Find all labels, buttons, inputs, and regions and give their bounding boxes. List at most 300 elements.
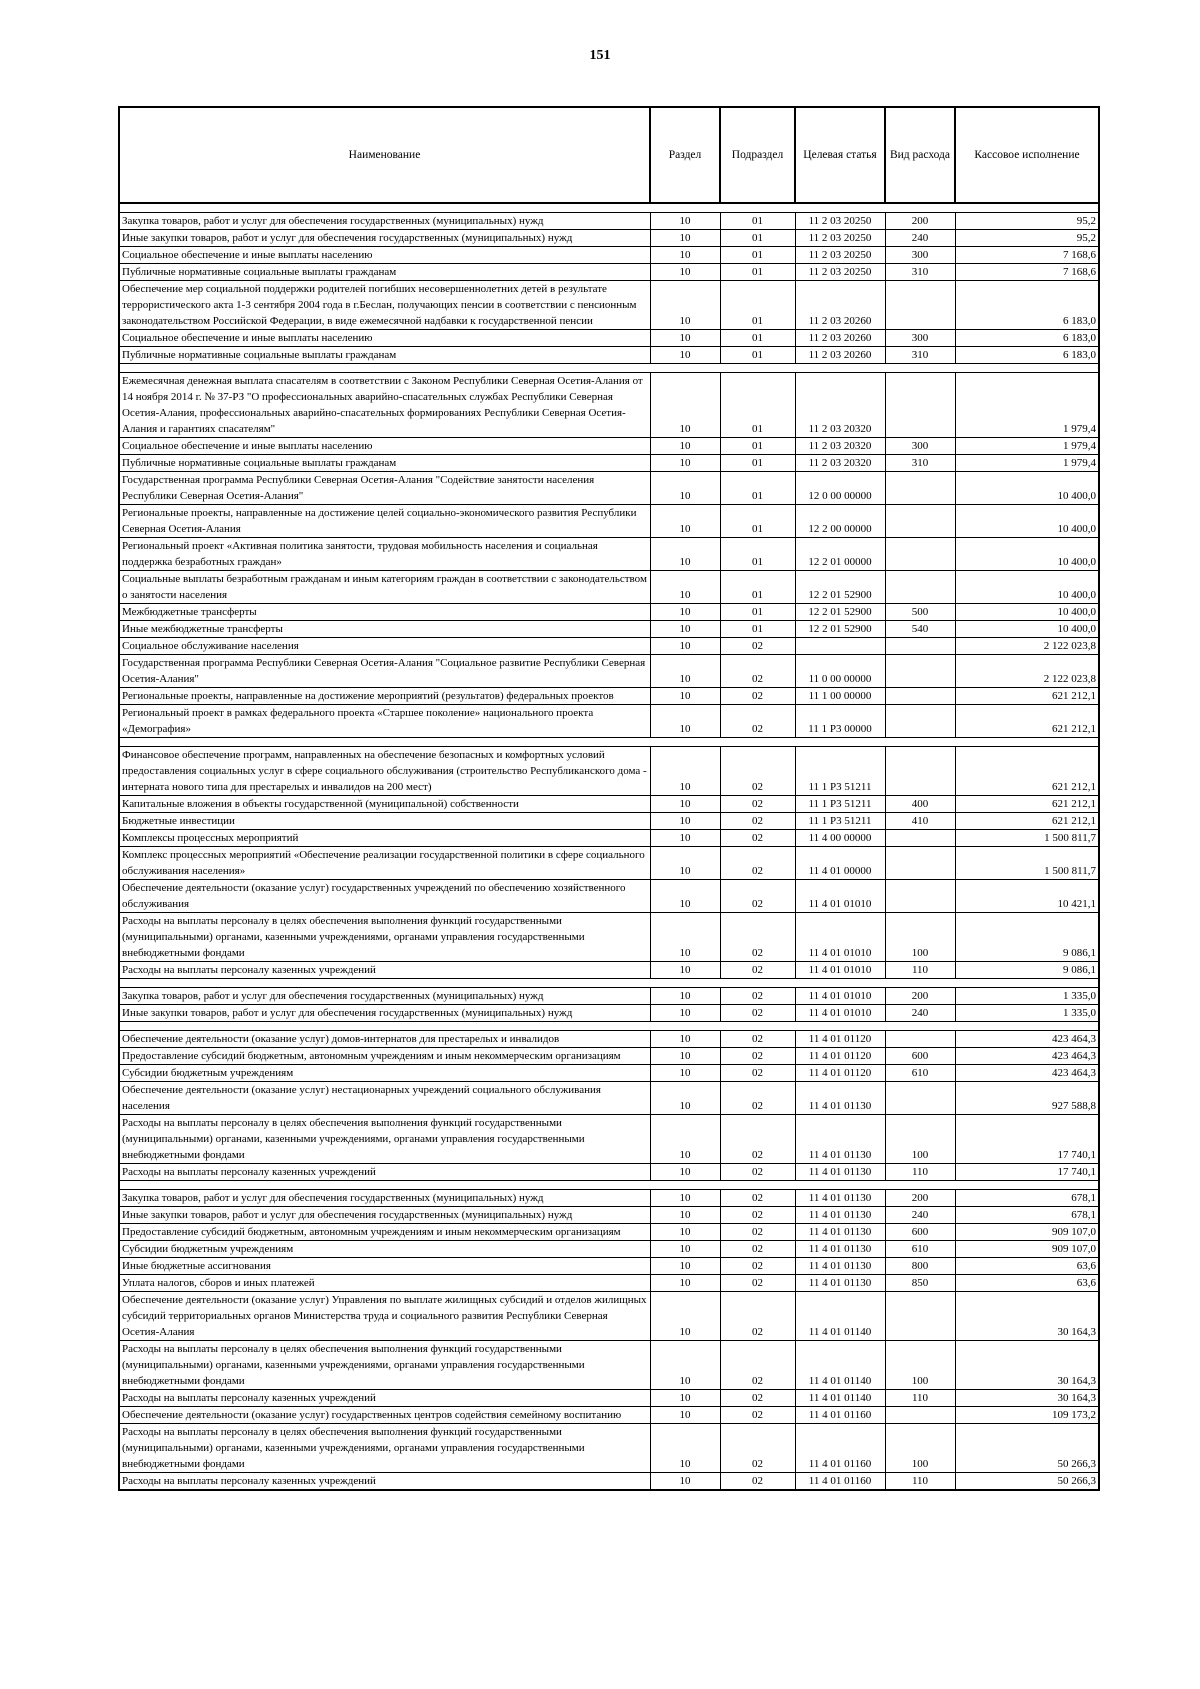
cell-vid <box>885 1407 955 1424</box>
cell-sum: 621 212,1 <box>955 705 1099 738</box>
cell-razdel: 10 <box>650 472 720 505</box>
cell-podrazdel: 01 <box>720 247 795 264</box>
cell-name: Обеспечение деятельности (оказание услуг) домов-интернатов для престарелых и инвалидов <box>119 1031 650 1048</box>
cell-name: Региональные проекты, направленные на достижение целей социально-экономического развития Республики Северная Осетия-Алания <box>119 505 650 538</box>
cell-podrazdel: 02 <box>720 1292 795 1341</box>
cell-celevaya: 11 2 03 20250 <box>795 264 885 281</box>
cell-podrazdel: 02 <box>720 1031 795 1048</box>
table-row <box>119 505 1099 538</box>
table-row <box>119 1241 1099 1258</box>
cell-vid: 200 <box>885 213 955 230</box>
table-row <box>119 1424 1099 1473</box>
cell-vid: 540 <box>885 621 955 638</box>
table-row <box>119 1224 1099 1241</box>
cell-razdel: 10 <box>650 213 720 230</box>
cell-vid: 610 <box>885 1241 955 1258</box>
cell-podrazdel: 02 <box>720 1048 795 1065</box>
table-row <box>119 1390 1099 1407</box>
cell-podrazdel: 01 <box>720 621 795 638</box>
cell-name: Расходы на выплаты персоналу в целях обеспечения выполнения функций государственными (муниципальными) органами, казенными учреждениями, органами управления государственными внебюджетными фондами <box>119 1424 650 1473</box>
spacer-row <box>119 364 1099 373</box>
cell-celevaya: 11 4 01 01130 <box>795 1224 885 1241</box>
cell-podrazdel: 02 <box>720 1190 795 1207</box>
cell-name: Обеспечение мер социальной поддержки родителей погибших несовершеннолетних детей в результате террористического акта 1-3 сентября 2004 года в г.Беслан, получающих пенсии в соответствии с пенсионным законодательством Российской Федерации, в виде ежемесячной надбавки к государственной пенсии <box>119 281 650 330</box>
cell-vid: 400 <box>885 796 955 813</box>
spacer-row <box>119 738 1099 747</box>
table-row <box>119 438 1099 455</box>
cell-podrazdel: 02 <box>720 880 795 913</box>
cell-razdel: 10 <box>650 1241 720 1258</box>
cell-vid <box>885 1082 955 1115</box>
cell-vid <box>885 847 955 880</box>
cell-podrazdel: 01 <box>720 281 795 330</box>
table-header-row <box>119 107 1099 203</box>
header-razdel: Раздел <box>650 107 720 203</box>
cell-razdel: 10 <box>650 1207 720 1224</box>
cell-razdel: 10 <box>650 455 720 472</box>
page-number: 151 <box>589 48 611 63</box>
cell-name: Субсидии бюджетным учреждениям <box>119 1065 650 1082</box>
spacer-cell <box>119 738 1099 747</box>
cell-razdel: 10 <box>650 638 720 655</box>
cell-celevaya: 11 4 01 01010 <box>795 1005 885 1022</box>
cell-celevaya: 11 4 01 01010 <box>795 913 885 962</box>
cell-sum: 30 164,3 <box>955 1341 1099 1390</box>
spacer-row <box>119 979 1099 988</box>
cell-celevaya: 11 4 01 01130 <box>795 1207 885 1224</box>
cell-celevaya: 11 2 03 20320 <box>795 455 885 472</box>
cell-sum: 621 212,1 <box>955 688 1099 705</box>
cell-razdel: 10 <box>650 264 720 281</box>
cell-razdel: 10 <box>650 847 720 880</box>
table-row <box>119 264 1099 281</box>
cell-celevaya: 11 4 01 00000 <box>795 847 885 880</box>
table-row <box>119 373 1099 438</box>
cell-vid: 310 <box>885 264 955 281</box>
cell-sum: 9 086,1 <box>955 962 1099 979</box>
table-row <box>119 455 1099 472</box>
cell-podrazdel: 02 <box>720 705 795 738</box>
cell-celevaya: 11 1 P3 00000 <box>795 705 885 738</box>
cell-sum: 6 183,0 <box>955 347 1099 364</box>
cell-sum: 10 400,0 <box>955 621 1099 638</box>
cell-name: Региональные проекты, направленные на достижение мероприятий (результатов) федеральных проектов <box>119 688 650 705</box>
table-row <box>119 830 1099 847</box>
cell-vid: 600 <box>885 1224 955 1241</box>
cell-celevaya: 11 4 01 01010 <box>795 962 885 979</box>
cell-name: Финансовое обеспечение программ, направленных на обеспечение безопасных и комфортных условий предоставления социальных услуг в сфере социального обслуживания (строительство Республиканского дома - интерната нового типа для престарелых и инвалидов на 200 мест) <box>119 747 650 796</box>
cell-razdel: 10 <box>650 281 720 330</box>
cell-vid <box>885 747 955 796</box>
cell-sum: 621 212,1 <box>955 813 1099 830</box>
cell-name: Иные закупки товаров, работ и услуг для обеспечения государственных (муниципальных) нужд <box>119 230 650 247</box>
cell-razdel: 10 <box>650 880 720 913</box>
cell-name: Обеспечение деятельности (оказание услуг) государственных центров содействия семейному воспитанию <box>119 1407 650 1424</box>
cell-celevaya: 12 2 01 52900 <box>795 621 885 638</box>
cell-razdel: 10 <box>650 604 720 621</box>
cell-name: Обеспечение деятельности (оказание услуг) нестационарных учреждений социального обслуживания населения <box>119 1082 650 1115</box>
cell-name: Закупка товаров, работ и услуг для обеспечения государственных (муниципальных) нужд <box>119 213 650 230</box>
cell-podrazdel: 01 <box>720 330 795 347</box>
cell-sum: 678,1 <box>955 1207 1099 1224</box>
cell-sum: 423 464,3 <box>955 1065 1099 1082</box>
cell-vid: 110 <box>885 1164 955 1181</box>
cell-celevaya: 11 2 03 20320 <box>795 438 885 455</box>
cell-celevaya: 11 2 03 20250 <box>795 213 885 230</box>
cell-podrazdel: 02 <box>720 655 795 688</box>
cell-razdel: 10 <box>650 655 720 688</box>
cell-razdel: 10 <box>650 688 720 705</box>
cell-razdel: 10 <box>650 1424 720 1473</box>
cell-vid: 300 <box>885 247 955 264</box>
cell-podrazdel: 01 <box>720 230 795 247</box>
cell-vid: 300 <box>885 330 955 347</box>
cell-sum: 50 266,3 <box>955 1473 1099 1491</box>
cell-name: Социальное обеспечение и иные выплаты населению <box>119 247 650 264</box>
cell-name: Расходы на выплаты персоналу в целях обеспечения выполнения функций государственными (муниципальными) органами, казенными учреждениями, органами управления государственными внебюджетными фондами <box>119 1341 650 1390</box>
table-row <box>119 571 1099 604</box>
cell-celevaya: 11 4 01 01140 <box>795 1341 885 1390</box>
header-celevaya: Целевая статья <box>795 107 885 203</box>
cell-vid: 110 <box>885 1473 955 1491</box>
cell-celevaya: 11 2 03 20260 <box>795 347 885 364</box>
cell-celevaya: 11 4 01 01160 <box>795 1407 885 1424</box>
table-row <box>119 880 1099 913</box>
cell-vid: 800 <box>885 1258 955 1275</box>
cell-sum: 95,2 <box>955 230 1099 247</box>
header-ispolnenie: Кассовое исполнение <box>955 107 1099 203</box>
cell-razdel: 10 <box>650 505 720 538</box>
cell-podrazdel: 01 <box>720 472 795 505</box>
cell-podrazdel: 02 <box>720 688 795 705</box>
cell-vid: 100 <box>885 1115 955 1164</box>
cell-name: Государственная программа Республики Северная Осетия-Алания "Содействие занятости населения Республики Северная Осетия-Алания" <box>119 472 650 505</box>
table-row <box>119 962 1099 979</box>
cell-sum: 909 107,0 <box>955 1241 1099 1258</box>
cell-celevaya: 12 2 00 00000 <box>795 505 885 538</box>
cell-name: Капитальные вложения в объекты государственной (муниципальной) собственности <box>119 796 650 813</box>
cell-name: Иные закупки товаров, работ и услуг для обеспечения государственных (муниципальных) нужд <box>119 1005 650 1022</box>
cell-celevaya: 11 4 01 01160 <box>795 1473 885 1491</box>
cell-podrazdel: 02 <box>720 1473 795 1491</box>
cell-celevaya: 12 2 01 52900 <box>795 604 885 621</box>
cell-name: Публичные нормативные социальные выплаты гражданам <box>119 264 650 281</box>
cell-sum: 1 979,4 <box>955 438 1099 455</box>
cell-razdel: 10 <box>650 1224 720 1241</box>
cell-sum: 10 400,0 <box>955 538 1099 571</box>
table-row <box>119 1005 1099 1022</box>
cell-celevaya: 11 4 01 01130 <box>795 1258 885 1275</box>
cell-celevaya: 12 2 01 52900 <box>795 571 885 604</box>
cell-name: Расходы на выплаты персоналу казенных учреждений <box>119 1164 650 1181</box>
cell-celevaya: 11 4 01 01130 <box>795 1275 885 1292</box>
cell-sum: 30 164,3 <box>955 1390 1099 1407</box>
cell-razdel: 10 <box>650 747 720 796</box>
cell-vid <box>885 1031 955 1048</box>
cell-celevaya: 11 4 01 01010 <box>795 880 885 913</box>
table-body <box>119 203 1099 1490</box>
cell-name: Социальные выплаты безработным гражданам и иным категориям граждан в соответствии с законодательством о занятости населения <box>119 571 650 604</box>
cell-celevaya: 11 4 01 01130 <box>795 1115 885 1164</box>
cell-celevaya: 11 4 01 01140 <box>795 1390 885 1407</box>
spacer-cell <box>119 979 1099 988</box>
cell-razdel: 10 <box>650 796 720 813</box>
cell-podrazdel: 01 <box>720 213 795 230</box>
cell-razdel: 10 <box>650 247 720 264</box>
cell-podrazdel: 02 <box>720 1005 795 1022</box>
table-row <box>119 655 1099 688</box>
cell-vid <box>885 571 955 604</box>
cell-podrazdel: 02 <box>720 1065 795 1082</box>
cell-razdel: 10 <box>650 438 720 455</box>
cell-podrazdel: 02 <box>720 1207 795 1224</box>
cell-podrazdel: 02 <box>720 830 795 847</box>
table-row <box>119 1164 1099 1181</box>
cell-name: Предоставление субсидий бюджетным, автономным учреждениям и иным некоммерческим организациям <box>119 1224 650 1241</box>
table-row <box>119 813 1099 830</box>
cell-vid <box>885 688 955 705</box>
cell-sum: 50 266,3 <box>955 1424 1099 1473</box>
cell-podrazdel: 01 <box>720 264 795 281</box>
cell-name: Расходы на выплаты персоналу казенных учреждений <box>119 1473 650 1491</box>
cell-sum: 7 168,6 <box>955 264 1099 281</box>
cell-sum: 1 979,4 <box>955 373 1099 438</box>
table-row <box>119 538 1099 571</box>
cell-podrazdel: 02 <box>720 1082 795 1115</box>
cell-celevaya: 11 4 01 01120 <box>795 1031 885 1048</box>
table-row <box>119 1190 1099 1207</box>
cell-podrazdel: 02 <box>720 988 795 1005</box>
cell-vid <box>885 705 955 738</box>
cell-vid: 100 <box>885 913 955 962</box>
table-row <box>119 705 1099 738</box>
table-row <box>119 330 1099 347</box>
header-name: Наименование <box>119 107 650 203</box>
cell-celevaya: 11 1 P3 51211 <box>795 813 885 830</box>
cell-celevaya: 11 4 01 01120 <box>795 1048 885 1065</box>
table-row <box>119 1341 1099 1390</box>
cell-razdel: 10 <box>650 1048 720 1065</box>
cell-sum: 109 173,2 <box>955 1407 1099 1424</box>
cell-celevaya: 11 2 03 20250 <box>795 247 885 264</box>
cell-razdel: 10 <box>650 1341 720 1390</box>
cell-celevaya: 11 4 01 01130 <box>795 1164 885 1181</box>
cell-vid: 500 <box>885 604 955 621</box>
cell-name: Иные межбюджетные трансферты <box>119 621 650 638</box>
table-row <box>119 281 1099 330</box>
cell-sum: 30 164,3 <box>955 1292 1099 1341</box>
cell-podrazdel: 02 <box>720 962 795 979</box>
cell-razdel: 10 <box>650 1031 720 1048</box>
cell-razdel: 10 <box>650 1473 720 1491</box>
cell-name: Обеспечение деятельности (оказание услуг) государственных учреждений по обеспечению хозяйственного обслуживания <box>119 880 650 913</box>
cell-razdel: 10 <box>650 538 720 571</box>
cell-sum: 621 212,1 <box>955 747 1099 796</box>
spacer-cell <box>119 1181 1099 1190</box>
cell-razdel: 10 <box>650 1082 720 1115</box>
cell-name: Бюджетные инвестиции <box>119 813 650 830</box>
cell-celevaya: 11 1 P3 51211 <box>795 747 885 796</box>
table-row <box>119 988 1099 1005</box>
table-row <box>119 1473 1099 1491</box>
cell-podrazdel: 02 <box>720 1241 795 1258</box>
cell-vid <box>885 373 955 438</box>
cell-name: Иные бюджетные ассигнования <box>119 1258 650 1275</box>
cell-celevaya: 12 2 01 00000 <box>795 538 885 571</box>
cell-sum: 95,2 <box>955 213 1099 230</box>
header-podrazdel: Подраздел <box>720 107 795 203</box>
table-row <box>119 688 1099 705</box>
cell-vid: 200 <box>885 1190 955 1207</box>
cell-podrazdel: 02 <box>720 913 795 962</box>
cell-razdel: 10 <box>650 230 720 247</box>
cell-name: Публичные нормативные социальные выплаты гражданам <box>119 455 650 472</box>
cell-sum: 927 588,8 <box>955 1082 1099 1115</box>
cell-vid <box>885 638 955 655</box>
cell-name: Региональный проект в рамках федерального проекта «Старшее поколение» национального проекта «Демография» <box>119 705 650 738</box>
spacer-cell <box>119 1022 1099 1031</box>
cell-name: Субсидии бюджетным учреждениям <box>119 1241 650 1258</box>
cell-razdel: 10 <box>650 962 720 979</box>
cell-name: Иные закупки товаров, работ и услуг для обеспечения государственных (муниципальных) нужд <box>119 1207 650 1224</box>
spacer-row <box>119 203 1099 213</box>
cell-razdel: 10 <box>650 1190 720 1207</box>
table-row <box>119 1258 1099 1275</box>
table-row <box>119 1292 1099 1341</box>
cell-sum: 1 979,4 <box>955 455 1099 472</box>
cell-vid: 310 <box>885 455 955 472</box>
cell-sum: 63,6 <box>955 1275 1099 1292</box>
table-row <box>119 621 1099 638</box>
cell-sum: 1 335,0 <box>955 988 1099 1005</box>
cell-podrazdel: 01 <box>720 347 795 364</box>
table-row <box>119 1065 1099 1082</box>
cell-razdel: 10 <box>650 347 720 364</box>
table-row <box>119 347 1099 364</box>
cell-celevaya: 11 0 00 00000 <box>795 655 885 688</box>
cell-sum: 10 421,1 <box>955 880 1099 913</box>
cell-name: Комплексы процессных мероприятий <box>119 830 650 847</box>
cell-name: Публичные нормативные социальные выплаты гражданам <box>119 347 650 364</box>
cell-sum: 6 183,0 <box>955 281 1099 330</box>
cell-podrazdel: 02 <box>720 1341 795 1390</box>
cell-sum: 9 086,1 <box>955 913 1099 962</box>
cell-podrazdel: 01 <box>720 373 795 438</box>
table-row <box>119 747 1099 796</box>
cell-razdel: 10 <box>650 1292 720 1341</box>
table-row <box>119 847 1099 880</box>
cell-razdel: 10 <box>650 913 720 962</box>
cell-podrazdel: 02 <box>720 1390 795 1407</box>
cell-razdel: 10 <box>650 373 720 438</box>
cell-name: Комплекс процессных мероприятий «Обеспечение реализации государственной политики в сфере социального обслуживания населения» <box>119 847 650 880</box>
cell-razdel: 10 <box>650 1407 720 1424</box>
cell-razdel: 10 <box>650 988 720 1005</box>
table-row <box>119 1048 1099 1065</box>
cell-podrazdel: 01 <box>720 455 795 472</box>
cell-vid <box>885 830 955 847</box>
cell-name: Предоставление субсидий бюджетным, автономным учреждениям и иным некоммерческим организациям <box>119 1048 650 1065</box>
cell-razdel: 10 <box>650 830 720 847</box>
cell-name: Расходы на выплаты персоналу в целях обеспечения выполнения функций государственными (муниципальными) органами, казенными учреждениями, органами управления государственными внебюджетными фондами <box>119 1115 650 1164</box>
cell-celevaya: 12 0 00 00000 <box>795 472 885 505</box>
cell-celevaya: 11 4 00 00000 <box>795 830 885 847</box>
cell-razdel: 10 <box>650 1115 720 1164</box>
cell-celevaya: 11 1 P3 51211 <box>795 796 885 813</box>
cell-podrazdel: 02 <box>720 1164 795 1181</box>
cell-name: Ежемесячная денежная выплата спасателям в соответствии с Законом Республики Северная Осетия-Алания от 14 ноября 2014 г. № 37-РЗ "О профессиональных аварийно-спасательных службах Республики Северная Осетия-Алания, профессиональных аварийно-спасательных формированиях Республики Северная Осетия-Алания и гарантиях спасателям" <box>119 373 650 438</box>
cell-vid: 850 <box>885 1275 955 1292</box>
cell-name: Расходы на выплаты персоналу в целях обеспечения выполнения функций государственными (муниципальными) органами, казенными учреждениями, органами управления государственными внебюджетными фондами <box>119 913 650 962</box>
cell-sum: 17 740,1 <box>955 1115 1099 1164</box>
cell-vid: 410 <box>885 813 955 830</box>
spacer-row <box>119 1181 1099 1190</box>
cell-vid: 100 <box>885 1341 955 1390</box>
table-row <box>119 472 1099 505</box>
cell-celevaya: 11 2 03 20320 <box>795 373 885 438</box>
cell-name: Социальное обеспечение и иные выплаты населению <box>119 438 650 455</box>
cell-vid: 110 <box>885 1390 955 1407</box>
cell-celevaya: 11 4 01 01130 <box>795 1241 885 1258</box>
cell-podrazdel: 02 <box>720 1258 795 1275</box>
cell-sum: 423 464,3 <box>955 1048 1099 1065</box>
table-row <box>119 1115 1099 1164</box>
table-row <box>119 230 1099 247</box>
cell-sum: 2 122 023,8 <box>955 655 1099 688</box>
budget-table <box>118 106 1100 1491</box>
cell-vid <box>885 281 955 330</box>
cell-vid <box>885 505 955 538</box>
cell-name: Закупка товаров, работ и услуг для обеспечения государственных (муниципальных) нужд <box>119 988 650 1005</box>
cell-podrazdel: 01 <box>720 571 795 604</box>
cell-sum: 1 500 811,7 <box>955 830 1099 847</box>
cell-razdel: 10 <box>650 1390 720 1407</box>
cell-razdel: 10 <box>650 1065 720 1082</box>
cell-vid: 240 <box>885 1207 955 1224</box>
cell-vid: 100 <box>885 1424 955 1473</box>
cell-sum: 1 335,0 <box>955 1005 1099 1022</box>
table-row <box>119 1407 1099 1424</box>
spacer-row <box>119 1022 1099 1031</box>
cell-vid <box>885 655 955 688</box>
cell-sum: 7 168,6 <box>955 247 1099 264</box>
cell-sum: 10 400,0 <box>955 571 1099 604</box>
cell-vid <box>885 1292 955 1341</box>
cell-podrazdel: 02 <box>720 1407 795 1424</box>
cell-razdel: 10 <box>650 621 720 638</box>
cell-celevaya: 11 4 01 01130 <box>795 1190 885 1207</box>
table-row <box>119 604 1099 621</box>
cell-razdel: 10 <box>650 1005 720 1022</box>
cell-vid: 240 <box>885 230 955 247</box>
cell-razdel: 10 <box>650 1258 720 1275</box>
cell-celevaya: 11 4 01 01010 <box>795 988 885 1005</box>
cell-sum: 63,6 <box>955 1258 1099 1275</box>
cell-name: Межбюджетные трансферты <box>119 604 650 621</box>
cell-sum: 10 400,0 <box>955 505 1099 538</box>
cell-razdel: 10 <box>650 1164 720 1181</box>
table-row <box>119 796 1099 813</box>
cell-vid <box>885 880 955 913</box>
table-row <box>119 213 1099 230</box>
cell-sum: 621 212,1 <box>955 796 1099 813</box>
cell-podrazdel: 02 <box>720 1115 795 1164</box>
cell-vid: 600 <box>885 1048 955 1065</box>
cell-podrazdel: 01 <box>720 538 795 571</box>
cell-name: Региональный проект «Активная политика занятости, трудовая мобильность населения и социальная поддержка безработных граждан» <box>119 538 650 571</box>
cell-podrazdel: 02 <box>720 1224 795 1241</box>
cell-podrazdel: 02 <box>720 1275 795 1292</box>
